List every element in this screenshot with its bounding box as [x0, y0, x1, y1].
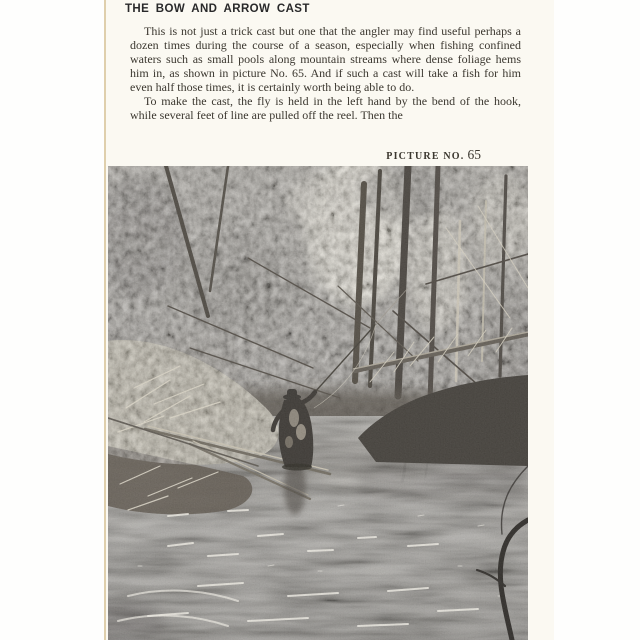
body-text [130, 24, 521, 122]
paragraph-1: This is not just a trick cast but one that the angler may find useful perhaps a dozen times during the course of a season, especially when fishing confined waters such as small pools along mountain streams where dense foliage hems him in, as shown in picture No. 65. And if such a cast will take a fish for him even half those times, it is certainly worth being able to do. [130, 24, 521, 94]
figure-caption-number: 65 [467, 147, 481, 162]
figure-caption [386, 146, 481, 164]
page-edge-line [104, 0, 106, 640]
photo-grain-overlay [108, 166, 528, 640]
chapter-header: THE BOW AND ARROW CAST [125, 3, 310, 15]
stream-photograph [108, 166, 528, 640]
stream-photo-illustration [108, 166, 528, 640]
figure-caption-label: PICTURE NO. [386, 151, 465, 162]
paragraph-2: To make the cast, the fly is held in the left hand by the bend of the hook, while several feet of line are pulled off the reel. Then the [130, 94, 521, 122]
